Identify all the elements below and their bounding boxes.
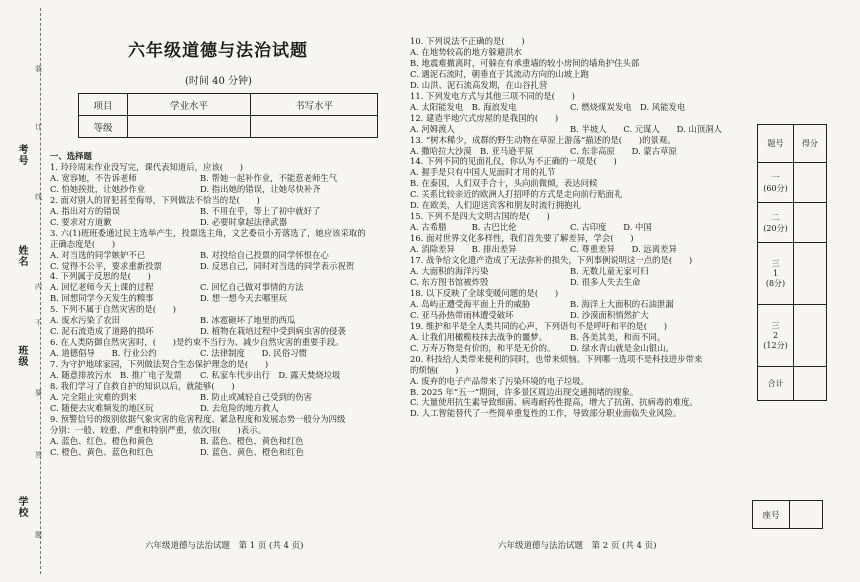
question-text: B. 在泰国，人们双手合十，头向前微倾，表达问候 [410,178,598,189]
question-text: A. 在地势较高的地方躲避洪水 [410,46,522,57]
option-text: C. 私家车代步出行 D. 露天焚烧垃圾 [200,370,341,381]
option-text: D. 绿水青山就是金山银山。 [570,342,674,353]
option-row [410,277,750,288]
option-row [410,146,750,157]
option-row [50,282,395,293]
option-row [50,261,395,272]
option-text: B. 不用在乎，等上了初中就好了 [200,205,321,216]
option-text: C. 随便去灾难频发的地区玩 [50,402,154,413]
option-row [410,102,750,113]
side-row-label [758,163,794,203]
question-stem: 4. 下列属于反思的是( ) [50,271,151,282]
option-row [410,244,750,255]
option-text: A. 太阳能发电 B. 海浪发电 [410,101,517,112]
option-row [410,266,750,277]
binding-word: 内 [35,283,42,291]
question-stem: 17. 战争给文化遗产造成了无法弥补的损失，下列事例说明这一点的是( ) [410,255,693,266]
option-text: D. 蓝色、黄色、橙色和红色 [200,446,304,457]
option-row [410,332,750,343]
binding-word: 题 [35,531,42,539]
option-text: C. 怕她挨批，让她抄作业 [50,183,146,194]
side-total-cell[interactable] [794,367,827,401]
option-text: B. 半坡人 C. 元谋人 D. 山顶洞人 [570,123,722,134]
side-row-score-cell[interactable] [794,305,827,367]
option-text: C. 东方图书馆被炸毁 [410,276,489,287]
binding-word: 不 [35,319,42,327]
question-stem: 6. 在人类防御自然灾害时，( )是约束不当行为、减少自然灾害的重要手段。 [50,337,344,348]
option-row [50,392,395,403]
binding-word: 订 [35,123,42,131]
option-text: B. 帮她一起补作业，不能惹老师生气 [200,172,338,183]
option-text: A. 古希腊 B. 古巴比伦 [410,222,517,233]
question-text: D. 山洪、泥石流高发期，在山谷扎营 [410,79,548,90]
option-row [410,124,750,135]
question-text: A. 废弃的电子产品带来了污染环境的电子垃圾。 [410,375,589,386]
margin-label-school: 学校 [16,496,27,518]
option-text: C. 尊重差异 D. 远离差异 [570,244,677,255]
score-cell-study[interactable] [128,116,251,138]
side-row-label [758,243,794,305]
option-row [50,293,395,304]
margin-label-exam-number: 考号 [16,144,27,166]
option-text: A. 完全阻止灾难的到来 [50,391,137,402]
exam-time: (时间 40 分钟) [185,76,252,87]
option-row [50,447,395,458]
question-text: C. 关系比较亲近的欧洲人打招呼的方式是走向前行贴面礼 [410,189,623,200]
margin-label-name: 姓名 [16,245,27,267]
side-row-label [758,203,794,243]
question-text: 正确态度是( ) [50,238,116,249]
right-question-column [410,36,750,419]
question-stem: 11. 下列发电方式与其他三项不同的是( ) [410,90,575,101]
margin-label-class: 班级 [16,345,27,367]
side-row-score-cell[interactable] [794,243,827,305]
question-text: B. 2025 年“五一”期间，许多景区周边出现交通拥堵的现象。 [410,386,639,397]
binding-word: 线 [35,193,42,201]
option-text: B. 对投给自己投票的同学怀恨在心 [200,249,329,260]
score-row-grade: 等级 [79,116,128,138]
option-text: A. 道德倡导 B. 行业公约 [50,348,157,359]
side-head-score: 得分 [794,125,827,163]
option-text: C. 东非高原 D. 蒙古草原 [570,145,677,156]
question-text: C. 大量使用抗生素导致细菌、病毒耐药性提高，增大了抗菌、抗病毒的难度。 [410,397,698,408]
question-stem: 16. 面对世界文化多样性，我们首先要了解差异，学会( ) [410,233,634,244]
option-text: A. 消除差异 B. 排出差异 [410,244,517,255]
option-text: B. 冰雹砸坏了地里的西瓜 [200,315,296,326]
option-row [50,348,395,359]
side-row-number: 三 1 [771,259,780,278]
binding-word: 要 [35,389,42,397]
side-score-table [757,124,827,401]
question-text: C. 遇泥石流时，朝垂直于其流动方向的山坡上跑 [410,68,589,79]
option-row [410,343,750,354]
option-text: D. 很多人失去生命 [570,276,641,287]
question-stem: 5. 下列不属于自然灾害的是( ) [50,304,177,315]
option-text: A. 大面积的海洋污染 [410,266,489,277]
option-text: A. 河姆渡人 [410,123,455,134]
left-question-column [50,151,395,458]
option-row [50,315,395,326]
side-row-points: (60分) [763,183,788,193]
option-text: A. 宽容她，不告诉老师 [50,172,137,183]
option-text: C. 法律制度 D. 民俗习惯 [200,348,307,359]
option-text: C. 万寿万物是有价的，和平是无价的。 [410,342,556,353]
option-row [50,250,395,261]
option-row [50,403,395,414]
option-text: A. 蓝色、红色、橙色和黄色 [50,435,154,446]
question-stem: 15. 下列不是四大文明古国的是( ) [410,211,550,222]
option-text: A. 岛屿正遭受海平面上升的威胁 [410,298,531,309]
side-row-number: 二 [771,212,780,222]
question-stem: 3. 六(1)班班委通过民主选举产生，投票选主角，文艺委员小芳落选了，她应该采取的 [50,227,366,238]
score-head-study: 学业水平 [128,94,251,116]
question-text: 分别：一般、较重、严重和特别严重，依次用( )表示。 [50,424,266,435]
side-row-score-cell[interactable] [794,203,827,243]
option-text: A. 回忆老师今天上课的过程 [50,282,154,293]
question-stem: 2. 面对别人的冒犯甚至侮辱，下列做法不恰当的是( ) [50,194,260,205]
side-head-question: 题号 [758,125,794,163]
option-text: D. 沙漠面积悄然扩大 [570,309,649,320]
question-stem: 13. “树木稀少，成群的野生动物在草原上游荡”描述的是( )的景观。 [410,134,676,145]
option-row [50,370,395,381]
option-text: C. 燃烧煤炭发电 D. 风能发电 [570,101,686,112]
option-text: B. 蓝色、橙色、黄色和红色 [200,435,304,446]
question-stem: 1. 玲玲周末作业没写完，课代表知道后，应该( ) [50,161,244,172]
question-stem: 8. 我们学习了自救自护的知识以后，就能够( ) [50,381,235,392]
option-text: D. 植物在栽培过程中受到病虫害的侵袭 [200,326,346,337]
option-text: A. 随意排放污水 B. 推广电子发票 [50,370,182,381]
option-text: C. 要求对方道歉 [50,216,112,227]
seat-number-box [752,500,823,529]
option-row [410,222,750,233]
option-text: A. 指出对方的错误 [50,205,120,216]
option-text: C. 回忆自己做对事情的方法 [200,282,304,293]
question-stem: 9. 预警信号的级别依据气象灾害的危害程度、紧急程度和发展态势一般分为四级 [50,413,346,424]
question-stem: 12. 建造半地穴式房屋的是我国的( ) [410,112,559,123]
option-text: D. 想一想今天去哪里玩 [200,293,288,304]
seat-cell[interactable] [790,501,823,529]
question-text: A. 握手是只有中国人见面时才用的礼节 [410,167,556,178]
option-text: C. 亚马孙热带雨林遭受破坏 [410,309,514,320]
page-title: 六年级道德与法治试题 [128,41,308,61]
option-text: D. 必要时拿起法律武器 [200,216,288,227]
question-text: B. 地震难撤离时，可躲在有承重墙的较小房间的墙角护住头部 [410,57,640,68]
option-text: A. 让我们用橄榄枝抹去战争的噩梦。 [410,331,547,342]
score-cell-writing[interactable] [251,116,378,138]
right-question-list [410,36,750,419]
option-row [410,310,750,321]
binding-word: 装 [35,65,42,73]
side-row-points: (20分) [763,223,788,233]
option-text: C. 觉得不公平，要求重新投票 [50,260,162,271]
question-stem: 18. 以下反映了全球变暖问题的是( ) [410,287,559,298]
question-stem: 7. 为守护地球家园，下列做法契合生态保护理念的是( ) [50,359,269,370]
footer-page-2: 六年级道德与法治试题 第 2 页 (共 4 页) [498,541,657,551]
binding-word: 答 [35,451,42,459]
option-text: A. 撒哈拉大沙漠 B. 亚马逊平原 [410,145,534,156]
option-row [50,184,395,195]
option-row [50,326,395,337]
option-row [410,299,750,310]
option-text: B. 海洋上大面积的石油泄漏 [570,298,674,309]
question-text: D. 人工智能替代了一些简单重复性的工作，导致部分职业面临失业风险。 [410,408,682,419]
question-stem: 10. 下列说法不正确的是( ) [410,36,525,46]
section-heading: 一、选择题 [50,151,92,161]
option-text: D. 去危险的地方救人 [200,402,279,413]
option-row [50,206,395,217]
option-row [50,436,395,447]
side-row-number: 一 [771,172,780,182]
option-text: A. 对当选的同学嫉妒不已 [50,249,146,260]
question-stem: 20. 科技给人类带来便利的同时，也带来烦恼。下列哪一选项不是科技进步带来 [410,353,703,364]
option-text: D. 反思自己，同时对当选的同学表示祝贺 [200,260,355,271]
left-question-list [50,162,395,458]
side-row-score-cell[interactable] [794,163,827,203]
option-text: A. 废水污染了农田 [50,315,120,326]
side-total-label: 合计 [758,367,794,401]
option-text: B. 无数儿童无家可归 [570,266,649,277]
side-row-number: 三 2 [771,321,780,340]
side-row-label [758,305,794,367]
question-stem: 14. 下列不同的见面礼仪，你认为不正确的一项是( ) [410,156,617,167]
score-head-writing: 书写水平 [251,94,378,116]
option-text: B. 各美其美，和而不同。 [570,331,666,342]
question-text: 的烦恼( ) [410,364,459,375]
option-text: C. 古印度 D. 中国 [570,222,652,233]
option-text: C. 橙色、黄色、蓝色和红色 [50,446,154,457]
option-text: B. 回想同学今天发生的糗事 [50,293,154,304]
question-stem: 19. 维护和平是全人类共同的心声，下列语句不是呼吁和平的是( ) [410,320,668,331]
option-row [50,173,395,184]
footer-page-1: 六年级道德与法治试题 第 1 页 (共 4 页) [145,541,304,551]
option-text: B. 防止或减轻自己受到的伤害 [200,391,312,402]
option-text: C. 泥石流造成了道路的损坏 [50,326,154,337]
side-row-points: (8分) [765,279,786,288]
option-text: D. 指出她的错误，让她尽快补齐 [200,183,321,194]
question-text: D. 在欧美，人们迎送宾客和朋友时流行拥抱礼 [410,200,581,211]
side-row-points: (12分) [763,341,788,350]
option-row [50,217,395,228]
seat-label: 座号 [753,501,790,529]
score-table [78,93,378,138]
score-head-item: 项目 [79,94,128,116]
